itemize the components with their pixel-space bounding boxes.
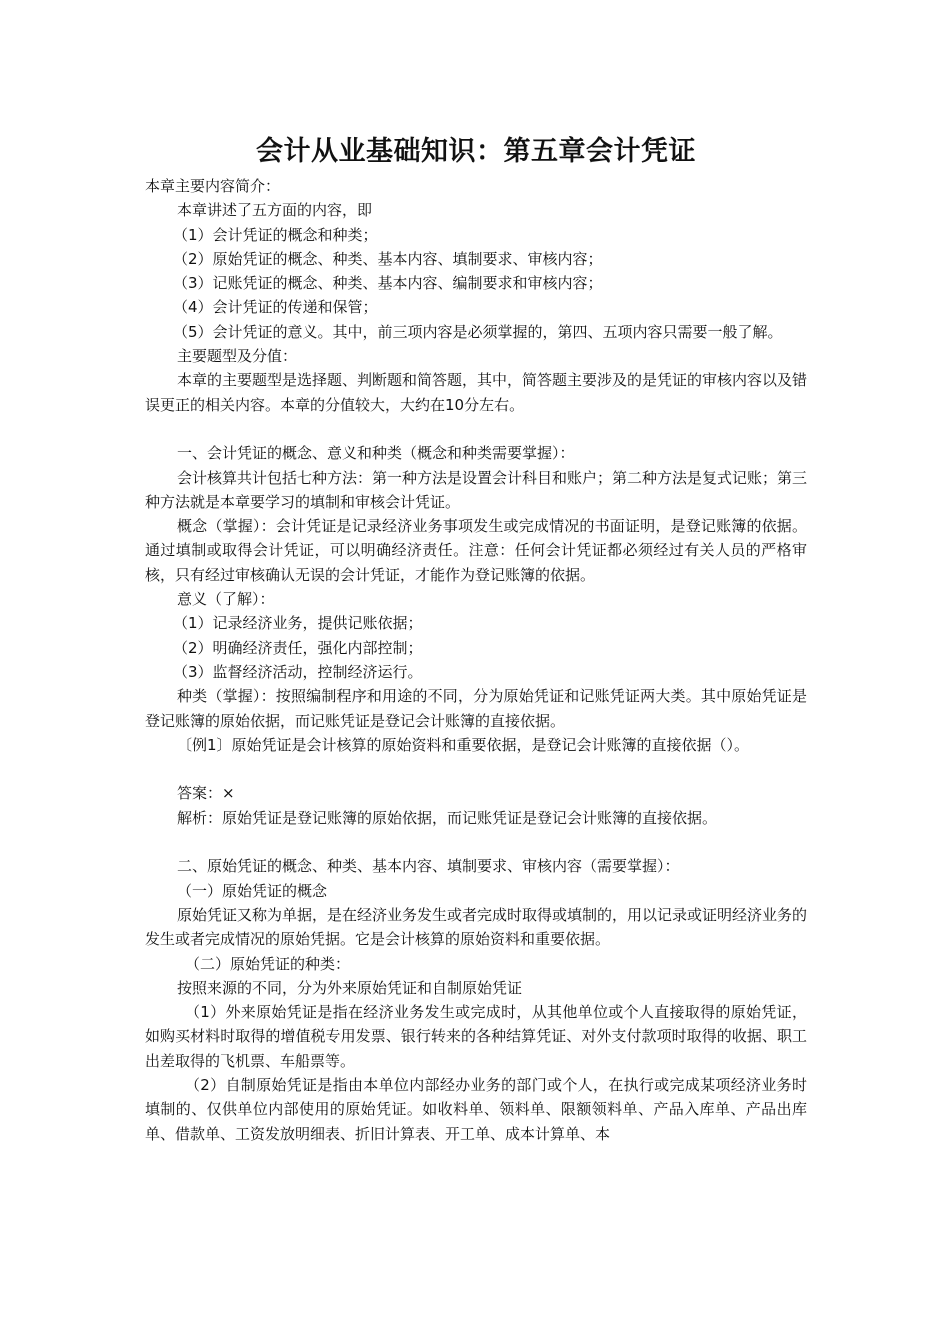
paragraph-intro: 本章讲述了五方面的内容，即 [177,201,373,220]
paragraph-question-types-heading: 主要题型及分值： [177,347,298,366]
significance-item-2: （2）明确经济责任，强化内部控制； [173,638,423,657]
blank-line [145,830,807,854]
paragraph-question-types: 本章的主要题型是选择题、判断题和简答题，其中，简答题主要涉及的是凭证的审核内容以及错误更正的相关内容。本章的分值较大，大约在10分左右。 [145,371,808,414]
list-item-4: （4）会计凭证的传递和保管； [173,298,378,317]
paragraph-example-1: 〔例1〕原始凭证是会计核算的原始资料和重要依据，是登记会计账簿的直接依据（）。 [177,735,750,754]
subsection-heading-1: （一）原始凭证的概念 [177,881,328,900]
subsection-heading-2: （二）原始凭证的种类： [185,954,351,973]
document-title: 会计从业基础知识：第五章会计凭证 [256,136,696,167]
paragraph-explanation: 解析：原始凭证是登记账簿的原始依据，而记账凭证是登记会计账簿的直接依据。 [177,808,718,827]
paragraph-original-voucher-concept: 原始凭证又称为单据，是在经济业务发生或者完成时取得或填制的，用以记录或证明经济业务的发生或者完成情况的原始凭据。它是会计核算的原始资料和重要依据。 [145,905,808,949]
list-item-5: （5）会计凭证的意义。其中，前三项内容是必须掌握的，第四、五项内容只需要一般了解。 [173,322,783,341]
paragraph-intro-heading: 本章主要内容简介： [145,177,281,195]
significance-item-1: （1）记录经济业务，提供记账依据； [173,614,423,633]
section-heading-2: 二、原始凭证的概念、种类、基本内容、填制要求、审核内容（需要掌握）： [177,857,680,876]
list-item-1: （1）会计凭证的概念和种类； [173,225,378,244]
blank-line [145,417,807,441]
paragraph-internal-voucher: （2）自制原始凭证是指由本单位内部经办业务的部门或个人，在执行或完成某项经济业务时填制的、仅供单位内部使用的原始凭证。如收料单、领料单、限额领料单、产品入库单、产品出库单、借款单、工资发放明细表、折旧计算表、开工单、成本计算单、本 [145,1075,807,1143]
paragraph-concept: 概念（掌握）：会计凭证是记录经济业务事项发生或完成情况的书面证明，是登记账簿的依据。通过填制或取得会计凭证，可以明确经济责任。注意：任何会计凭证都必须经过有关人员的严格审核，只有经过审核确认无误的会计凭证，才能作为登记账簿的依据。 [145,517,807,584]
paragraph-by-source: 按照来源的不同，分为外来原始凭证和自制原始凭证 [177,978,523,997]
paragraph-types: 种类（掌握）：按照编制程序和用途的不同，分为原始凭证和记账凭证两大类。其中原始凭证是登记账簿的原始依据，而记账凭证是登记会计账簿的直接依据。 [145,687,807,730]
list-item-3: （3）记账凭证的概念、种类、基本内容、编制要求和审核内容； [173,274,603,293]
significance-item-3: （3）监督经济活动，控制经济运行。 [173,662,423,681]
section-heading-1: 一、会计凭证的概念、意义和种类（概念和种类需要掌握）： [177,444,575,463]
list-item-2: （2）原始凭证的概念、种类、基本内容、填制要求、审核内容； [173,249,603,268]
paragraph-answer: 答案：× [177,784,235,803]
paragraph-methods: 会计核算共计包括七种方法：第一种方法是设置会计科目和账户；第二种方法是复式记账；第三种方法就是本章要学习的填制和审核会计凭证。 [145,468,808,511]
document-page [145,132,807,1146]
paragraph-significance-heading: 意义（了解）： [177,590,275,609]
blank-line [145,757,807,781]
paragraph-external-voucher: （1）外来原始凭证是指在经济业务发生或完成时，从其他单位或个人直接取得的原始凭证，如购买材料时取得的增值税专用发票、银行转来的各种结算凭证、对外支付款项时取得的收据、职工出差取得的飞机票、车船票等。 [145,1003,807,1070]
